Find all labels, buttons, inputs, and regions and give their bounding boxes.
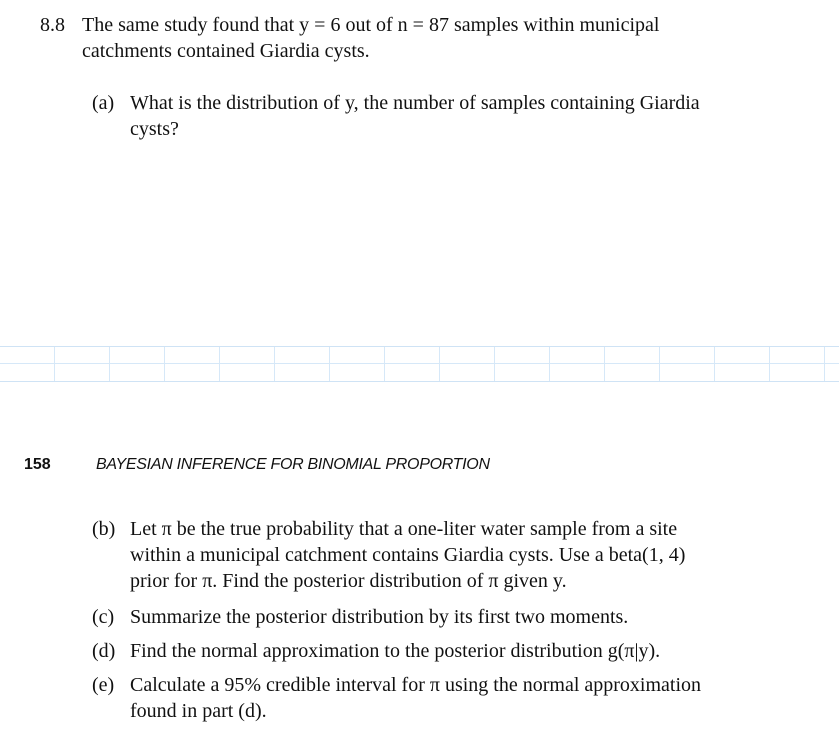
part-b-line-3: prior for π. Find the posterior distribution of π given y. xyxy=(130,570,567,592)
part-c-label: (c) xyxy=(92,606,115,628)
part-d xyxy=(92,638,812,666)
part-b-text xyxy=(130,516,820,594)
part-a xyxy=(92,90,812,150)
part-d-text xyxy=(130,638,790,664)
part-c-text xyxy=(130,604,790,630)
part-a-line-1: What is the distribution of y, the number of samples containing Giardia xyxy=(130,92,700,114)
problem-number: 8.8 xyxy=(40,14,65,36)
part-b-line-1: Let π be the true probability that a one-liter water sample from a site xyxy=(130,518,678,540)
part-b xyxy=(92,516,812,596)
problem-statement-line-1: The same study found that y = 6 out of n = 87 samples within municipal xyxy=(82,14,660,36)
problem-statement xyxy=(82,12,802,64)
part-a-line-2: cysts? xyxy=(130,118,179,140)
grid-midline xyxy=(0,363,839,364)
part-e-line-1: Calculate a 95% credible interval for π using the normal approximation xyxy=(130,674,702,696)
part-e-line-2: found in part (d). xyxy=(130,700,267,722)
part-c-line-1: Summarize the posterior distribution by its first two moments. xyxy=(130,606,629,628)
part-a-text xyxy=(130,90,790,142)
part-e xyxy=(92,672,812,726)
part-b-line-2: within a municipal catchment contains Giardia cysts. Use a beta(1, 4) xyxy=(130,544,686,566)
running-head xyxy=(24,456,824,478)
problem-statement-line-2: catchments contained Giardia cysts. xyxy=(82,40,370,62)
page-separator-grid xyxy=(0,346,839,382)
part-e-label: (e) xyxy=(92,674,115,696)
part-c xyxy=(92,604,812,632)
part-a-label: (a) xyxy=(92,92,115,114)
page-number: 158 xyxy=(24,456,51,473)
part-d-label: (d) xyxy=(92,640,116,662)
part-b-label: (b) xyxy=(92,518,116,540)
running-title: BAYESIAN INFERENCE FOR BINOMIAL PROPORTION xyxy=(96,456,490,473)
part-e-text xyxy=(130,672,820,724)
part-d-line-1: Find the normal approximation to the posterior distribution g(π|y). xyxy=(130,640,661,662)
